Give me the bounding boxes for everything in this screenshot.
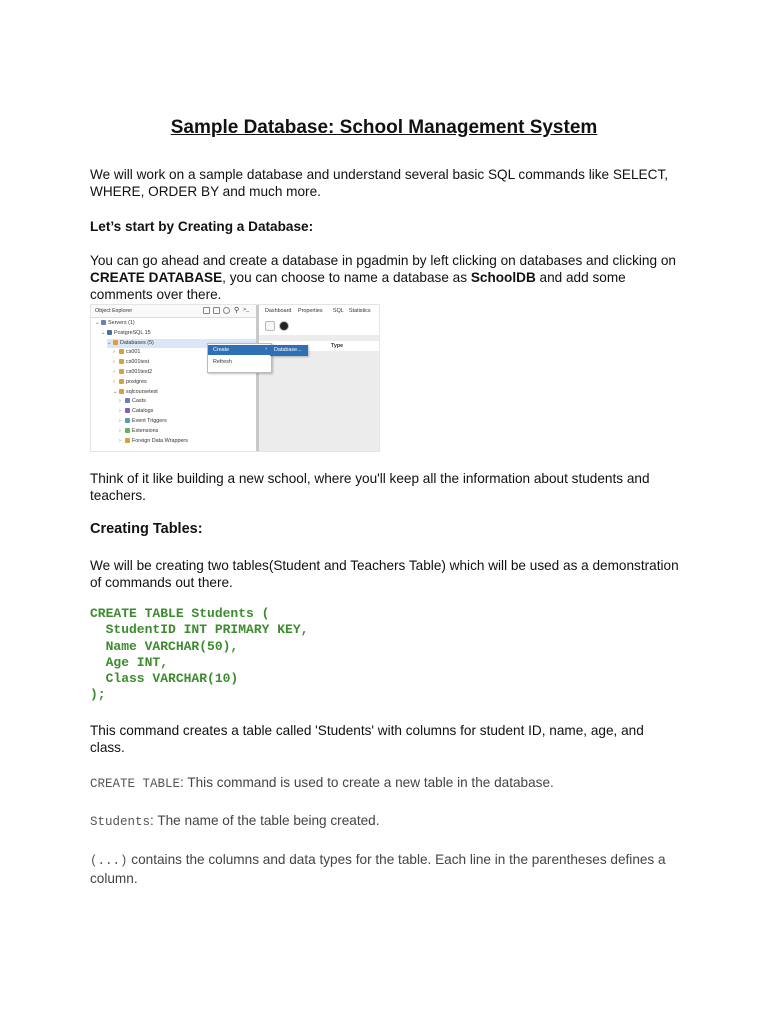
tree-item-label: Databases (5) bbox=[120, 339, 154, 346]
note-parentheses: (...) contains the columns and data types for the table. Each line in the parentheses defines a column. bbox=[90, 852, 666, 886]
table-icon bbox=[213, 307, 220, 314]
tab-properties: Properties bbox=[298, 308, 323, 314]
tree-node-icon bbox=[113, 340, 118, 345]
search-icon: ⚲ bbox=[234, 307, 240, 314]
intro-paragraph: We will work on a sample database and understand several basic SQL commands like SELECT, WHERE, ORDER BY and much more. bbox=[90, 167, 669, 199]
schooldb-term: SchoolDB bbox=[470, 270, 536, 285]
tree-node-icon bbox=[119, 389, 124, 394]
chevron-icon: › bbox=[113, 349, 115, 356]
tree-item-label: Foreign Data Wrappers bbox=[132, 437, 188, 444]
tree-node-icon bbox=[125, 438, 130, 443]
create-table-code-block: CREATE TABLE Students ( StudentID INT PRIMARY KEY, Name VARCHAR(50), Age INT, Class VARCHAR(10) ); bbox=[90, 606, 309, 703]
tree-node-icon bbox=[107, 330, 112, 335]
menu-item-create: Create › bbox=[208, 345, 271, 355]
chevron-icon: › bbox=[119, 437, 121, 444]
page-title: Sample Database: School Management System bbox=[170, 117, 598, 138]
chevron-icon: › bbox=[119, 427, 121, 434]
school-analogy-paragraph: Think of it like building a new school, where you'll keep all the information about students and teachers. bbox=[90, 471, 650, 503]
tree-item-label: sqlcoursetest bbox=[126, 388, 158, 395]
right-pane bbox=[259, 305, 379, 451]
type-column-label: Type bbox=[331, 343, 344, 349]
chevron-icon: › bbox=[119, 418, 121, 424]
tree-item-label: Catalogs bbox=[132, 408, 154, 415]
filter-icon bbox=[223, 307, 230, 314]
tab-statistics: Statistics bbox=[349, 308, 371, 314]
tree-node-icon bbox=[125, 418, 130, 423]
chevron-icon: › bbox=[119, 398, 121, 405]
chevron-icon: ⌄ bbox=[113, 388, 118, 395]
tree-item bbox=[119, 417, 167, 426]
tree-item-label: cs001test bbox=[126, 359, 150, 366]
create-database-term: CREATE DATABASE bbox=[90, 270, 223, 285]
object-explorer-pane bbox=[91, 305, 256, 451]
tree-item bbox=[113, 368, 152, 377]
chevron-icon: › bbox=[113, 378, 115, 385]
tab-dashboard: Dashboard bbox=[265, 308, 292, 314]
tree-item bbox=[113, 378, 147, 387]
tree-node-icon bbox=[119, 369, 124, 374]
tree-node-icon bbox=[125, 398, 130, 403]
tables-paragraph: We will be creating two tables(Student and Teachers Table) which will be used as a demonstration of commands out there. bbox=[90, 558, 679, 590]
command-explain-paragraph: This command creates a table called 'Students' with columns for student ID, name, age, and class. bbox=[90, 723, 644, 755]
help-icon bbox=[279, 321, 289, 331]
tree-item bbox=[113, 348, 140, 357]
delete-icon bbox=[265, 321, 275, 331]
tree-item bbox=[95, 319, 135, 328]
tree-item-label: Event Triggers bbox=[132, 418, 167, 424]
chevron-icon: ⌄ bbox=[101, 329, 106, 336]
tree-item bbox=[113, 358, 149, 367]
tree-item-label: PostgreSQL 15 bbox=[114, 329, 151, 336]
menu-item-refresh: Refresh bbox=[213, 359, 232, 365]
tree-item-label: cs001test2 bbox=[126, 369, 153, 375]
tree-item bbox=[119, 427, 158, 436]
tree-item bbox=[113, 388, 158, 397]
tree-item bbox=[119, 407, 153, 416]
tree-item-label: Servers (1) bbox=[108, 320, 135, 326]
submenu-database: Database... bbox=[270, 345, 308, 356]
terminal-icon: >_ bbox=[243, 307, 250, 313]
heading-create-database: Let’s start by Creating a Database: bbox=[90, 219, 314, 234]
properties-toolbar bbox=[259, 317, 379, 335]
inline-code: Students bbox=[90, 815, 151, 829]
tree-node-icon bbox=[101, 320, 106, 325]
tree-item-label: postgres bbox=[126, 378, 147, 385]
chevron-icon: ⌄ bbox=[107, 339, 112, 346]
tree-node-icon bbox=[119, 359, 124, 364]
tab-sql: SQL bbox=[333, 308, 344, 314]
tree-item-label: Extensions bbox=[132, 427, 159, 434]
chevron-icon: › bbox=[119, 408, 121, 415]
pgadmin-screenshot bbox=[90, 304, 380, 452]
create-database-paragraph: You can go ahead and create a database in pgadmin by left clicking on databases and clicking on CREATE DATABASE, you can choose to name a database as SchoolDB and add some comments over there. bbox=[90, 253, 676, 302]
tree-item bbox=[101, 329, 151, 338]
database-icon bbox=[203, 307, 210, 314]
chevron-right-icon: › bbox=[265, 346, 267, 352]
tree-item-label: Casts bbox=[132, 398, 146, 405]
tree-item-label: cs001 bbox=[126, 349, 141, 356]
note-students: Students: The name of the table being created. bbox=[90, 813, 380, 829]
object-explorer-header bbox=[91, 305, 256, 318]
tree-item bbox=[119, 437, 188, 446]
note-create-table: CREATE TABLE: This command is used to create a new table in the database. bbox=[90, 775, 554, 791]
tree-item bbox=[119, 397, 146, 406]
tree-node-icon bbox=[119, 379, 124, 384]
inline-code: CREATE TABLE bbox=[90, 777, 181, 791]
chevron-icon: › bbox=[113, 359, 115, 366]
tree-node-icon bbox=[125, 408, 130, 413]
heading-creating-tables: Creating Tables: bbox=[90, 521, 203, 537]
inline-code: (...) bbox=[90, 854, 128, 868]
context-menu bbox=[207, 343, 272, 373]
chevron-icon: › bbox=[113, 369, 115, 375]
object-explorer-title: Object Explorer bbox=[95, 308, 133, 314]
tree-node-icon bbox=[119, 349, 124, 354]
chevron-icon: ⌄ bbox=[95, 320, 100, 326]
tree-node-icon bbox=[125, 428, 130, 433]
